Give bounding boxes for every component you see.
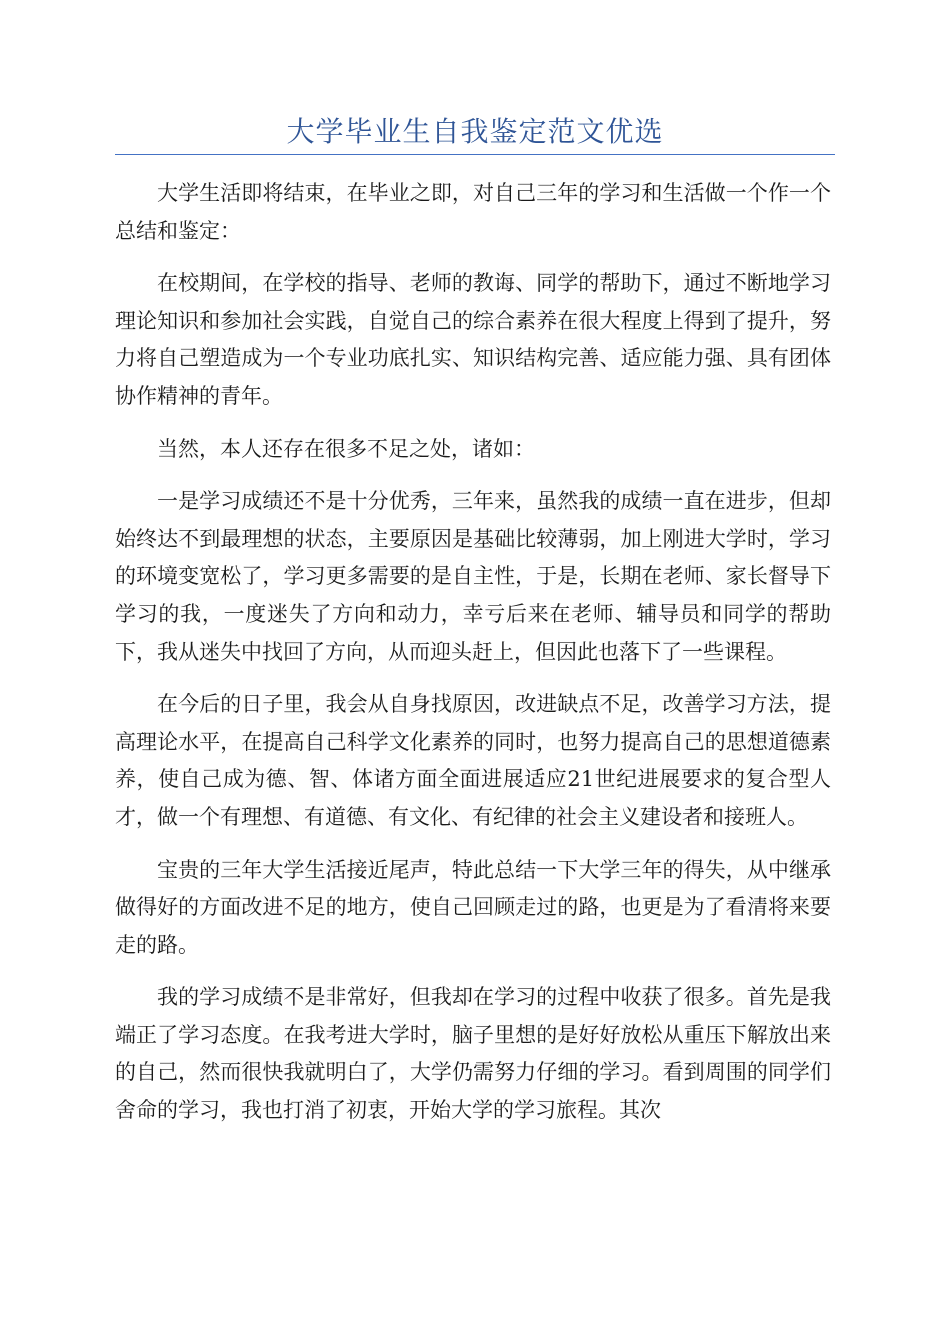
document-title: 大学毕业生自我鉴定范文优选: [286, 115, 664, 148]
paragraph-1: 大学生活即将结束，在毕业之即，对自己三年的学习和生活做一个作一个总结和鉴定：: [115, 181, 831, 243]
paragraph-2: 在校期间，在学校的指导、老师的教诲、同学的帮助下，通过不断地学习理论知识和参加社会实践，自觉自己的综合素养在很大程度上得到了提升，努力将自己塑造成为一个专业功底扎实、知识结构完善、适应能力强、具有团体协作精神的青年。: [115, 271, 831, 408]
paragraph-7: 我的学习成绩不是非常好，但我却在学习的过程中收获了很多。首先是我端正了学习态度。在我考进大学时，脑子里想的是好好放松从重压下解放出来的自己，然而很快我就明白了，大学仍需努力仔细的学习。看到周围的同学们舍命的学习，我也打消了初衷，开始大学的学习旅程。其次: [115, 985, 831, 1123]
paragraph-5: 在今后的日子里，我会从自身找原因，改进缺点不足，改善学习方法，提高理论水平，在提高自己科学文化素养的同时，也努力提高自己的思想道德素养，使自己成为德、智、体诸方面全面进展适应21世纪进展要求的复合型人才，做一个有理想、有道德、有文化、有纪律的社会主义建设者和接班人。: [115, 692, 831, 829]
document-body: [115, 175, 831, 1145]
paragraph-4: 一是学习成绩还不是十分优秀，三年来，虽然我的成绩一直在进步，但却始终达不到最理想的状态，主要原因是基础比较薄弱，加上刚进大学时，学习的环境变宽松了，学习更多需要的是自主性，于是，长期在老师、家长督导下学习的我，一度迷失了方向和动力，幸亏后来在老师、辅导员和同学的帮助下，我从迷失中找回了方向，从而迎头赶上，但因此也落下了一些课程。: [115, 489, 831, 664]
paragraph-3: 当然，本人还存在很多不足之处，诸如：: [157, 436, 535, 461]
title-underline: [115, 154, 835, 155]
paragraph-6: 宝贵的三年大学生活接近尾声，特此总结一下大学三年的得失，从中继承做得好的方面改进不足的地方，使自己回顾走过的路，也更是为了看清将来要走的路。: [115, 857, 831, 957]
